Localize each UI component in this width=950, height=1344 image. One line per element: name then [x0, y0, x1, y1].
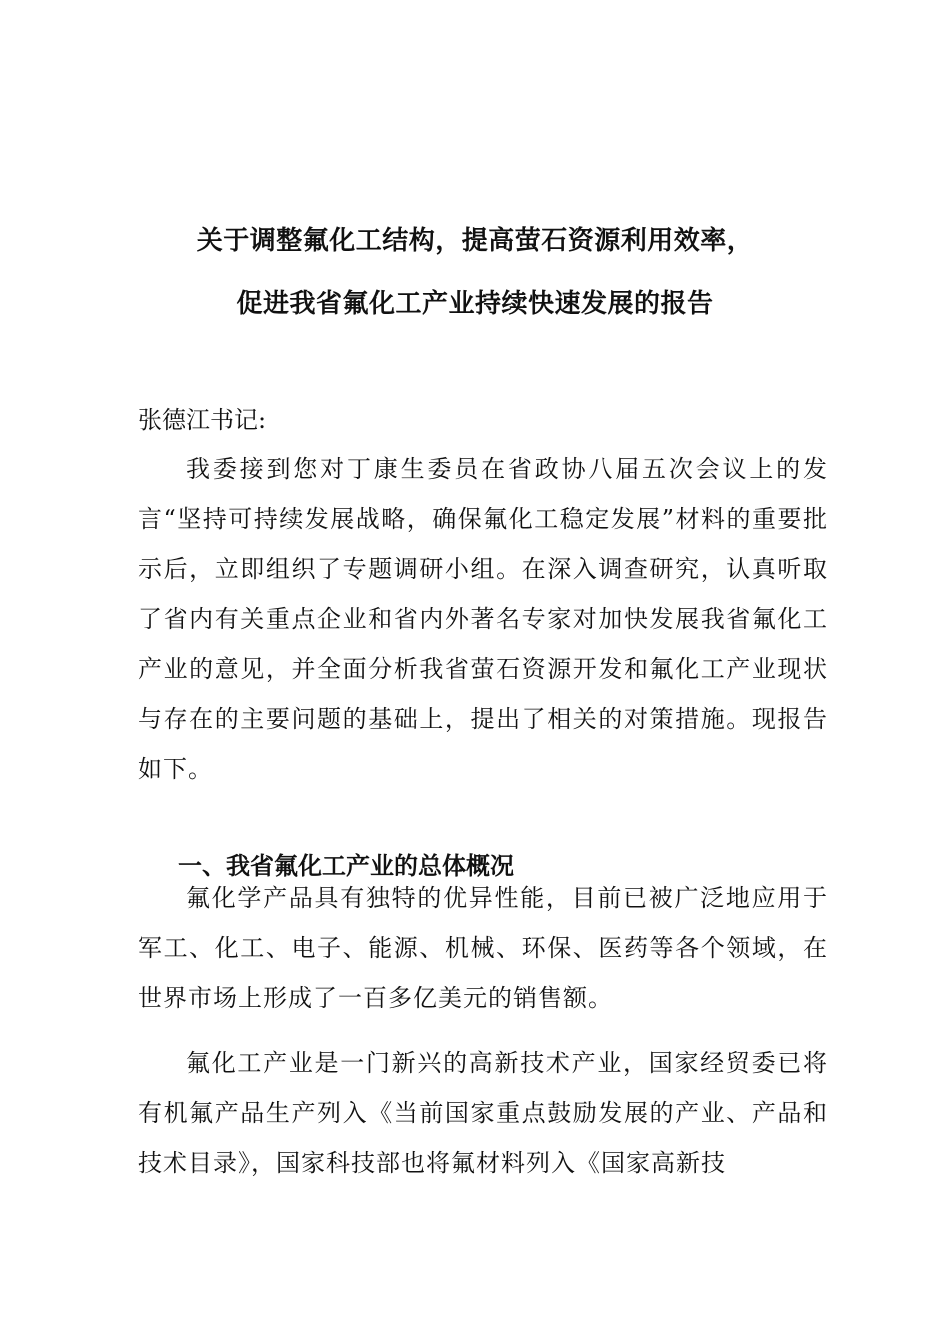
paragraph-industry: 氟化工产业是一门新兴的高新技术产业，国家经贸委已将有机氟产品生产列入《当前国家重点鼓励发展的产业、产品和技术目录》，国家科技部也将氟材料列入《国家高新技: [138, 1049, 828, 1177]
paragraph-intro: 我委接到您对丁康生委员在省政协八届五次会议上的发言“坚持可持续发展战略，确保氟化工稳定发展”材料的重要批示后，立即组织了专题调研小组。在深入调查研究，认真听取了省内有关重点企业和省内外著名专家对加快发展我省氟化工产业的意见，并全面分析我省萤石资源开发和氟化工产业现状与存在的主要问题的基础上，提出了相关的对策措施。现报告如下。: [138, 455, 828, 783]
paragraph-overview: 氟化学产品具有独特的优异性能，目前已被广泛地应用于军工、化工、电子、能源、机械、环保、医药等各个领域，在世界市场上形成了一百多亿美元的销售额。: [138, 884, 828, 1012]
section-heading-1: 一、我省氟化工产业的总体概况: [178, 852, 514, 880]
document-title-line-2: 促进我省氟化工产业持续快速发展的报告: [236, 289, 714, 319]
salutation: 张德江书记:: [138, 406, 267, 434]
document-title-line-1: 关于调整氟化工结构，提高萤石资源利用效率，: [196, 226, 754, 256]
